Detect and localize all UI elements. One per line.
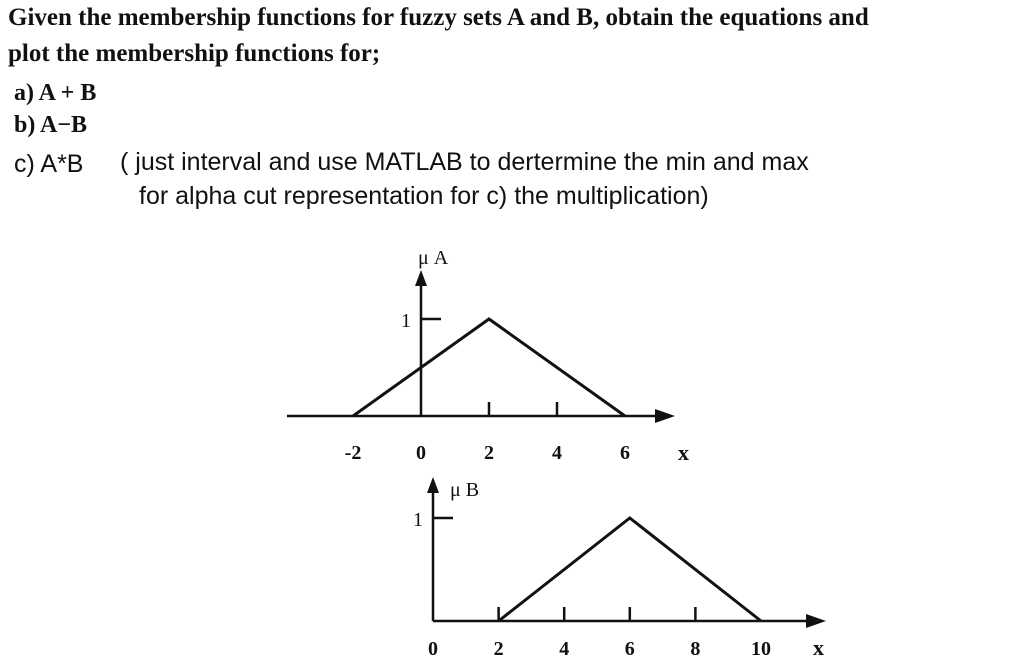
x-tick-label: 4 [552,442,562,464]
item-a: a) A + B [14,80,97,106]
membership-curve [353,319,625,416]
x-tick-label: 8 [690,638,701,660]
problem-title-line-2: plot the membership functions for; [8,40,381,67]
x-tick-label: 2 [484,442,494,464]
problem-title-line-1: Given the membership functions for fuzzy sets A and B, obtain the equations and [8,4,869,31]
y-tick-label: 1 [401,310,411,332]
x-tick-label: -2 [344,442,362,464]
x-axis-arrow [806,614,826,628]
membership-chart-a [287,247,689,465]
x-tick-label: 0 [428,638,438,660]
y-axis-arrow [415,270,427,286]
x-tick-label: 2 [493,638,504,660]
x-tick-label: 6 [624,638,635,660]
y-axis-label: μ A [418,247,449,269]
x-axis-label: x [678,440,689,465]
x-tick-label: 10 [751,638,771,660]
x-axis-label: x [813,635,824,660]
x-axis-arrow [655,409,675,423]
note-line-1: ( just interval and use MATLAB to dertermine the min and max [120,148,809,176]
y-axis-label: μ B [450,479,480,501]
note-line-2: for alpha cut representation for c) the multiplication) [139,182,709,210]
y-tick-label: 1 [413,509,423,531]
item-c: c) A*B [14,150,84,178]
x-tick-label: 4 [559,638,570,660]
item-b: b) A−B [14,112,88,138]
x-tick-label: 0 [416,442,426,464]
membership-chart-b [413,477,826,660]
membership-curve [499,518,761,621]
x-tick-label: 6 [620,442,630,464]
y-axis-arrow [427,477,439,493]
